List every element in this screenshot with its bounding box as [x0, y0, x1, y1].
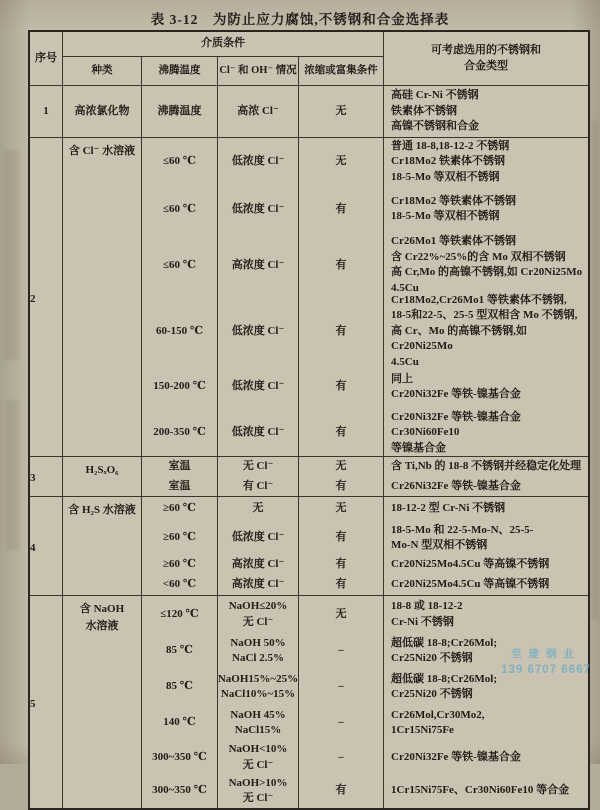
alloy-types-cell — [384, 364, 588, 410]
alloy-line: Cr20Ni32Fe 等铁-镍基合金 — [391, 750, 521, 763]
alloy-line: Cr18Mo2 等铁素体不锈钢 — [391, 194, 516, 207]
table-row — [30, 497, 588, 596]
concentration-condition: 无 — [299, 497, 384, 521]
cl-oh-line: NaCl10%~15% — [220, 688, 296, 700]
row-number: 3 — [30, 457, 63, 496]
header-medium-conditions: 介质条件 — [63, 32, 383, 57]
condition-entry — [142, 596, 588, 633]
condition-entry — [142, 555, 588, 575]
boiling-temp: 室温 — [142, 457, 218, 477]
cl-oh-line: NaCl 2.5% — [232, 652, 284, 664]
concentration-condition: 有 — [299, 364, 384, 410]
medium-type-line: 高浓氯化物 — [74, 104, 130, 117]
medium-type-line: H₂SₓO₆ — [85, 464, 119, 476]
row-entries — [142, 138, 588, 457]
header-boiling-temp: 沸腾温度 — [142, 57, 218, 85]
boiling-temp: 85 ℃ — [142, 633, 218, 669]
alloy-line: 1Cr15Ni75Fe、Cr30Ni60Fe10 等合金 — [391, 784, 570, 797]
row-number: 4 — [30, 497, 63, 595]
condition-entry — [142, 741, 588, 774]
condition-entry — [142, 633, 588, 669]
alloy-types-cell — [384, 187, 588, 233]
alloy-line: Mo-N 型双相不锈钢 — [391, 539, 488, 551]
header-concentration-condition: 浓缩或富集条件 — [304, 65, 378, 77]
cl-oh-condition: 低浓度 Cl⁻ — [218, 521, 299, 555]
concentration-condition: 无 — [299, 138, 384, 187]
header-type: 种类 — [63, 57, 142, 85]
alloy-line: Cr18Mo2 铁素体不锈钢 — [391, 155, 505, 168]
alloy-line: Cr20Ni32Fe 等铁-镍基合金 Cr30Ni60Fe10 — [391, 410, 521, 439]
header-alloy-types — [384, 32, 588, 85]
alloy-types-cell — [384, 575, 588, 595]
watermark-phone: 139 6707 6667 — [501, 664, 591, 676]
alloy-types-cell — [384, 633, 588, 669]
cl-oh-line: NaOH 50% — [230, 636, 286, 649]
bleed-through-artifact — [6, 400, 20, 550]
bleed-through-artifact — [4, 150, 20, 360]
concentration-condition: 有 — [299, 575, 384, 595]
header-subcolumns — [63, 57, 383, 85]
cl-oh-line: 无 Cl⁻ — [242, 758, 274, 771]
cl-oh-line: NaCl15% — [234, 724, 282, 736]
boiling-temp: 60-150 ℃ — [142, 298, 218, 364]
boiling-temp: ≤120 ℃ — [142, 596, 218, 633]
alloy-line: 高硅 Cr-Ni 不锈钢 — [391, 89, 479, 101]
cl-oh-line: NaOH≤20% — [228, 600, 288, 612]
cl-oh-line: NaOH>10% — [228, 776, 288, 789]
alloy-line: Cr25Ni20 不锈钢 — [391, 688, 473, 700]
row-entries — [142, 86, 588, 137]
cl-oh-line: NaOH<10% — [228, 743, 288, 755]
concentration-condition: 无 — [299, 596, 384, 633]
cl-oh-condition: 高浓度 Cl⁻ — [218, 575, 299, 595]
header-medium-conditions-group — [63, 32, 384, 85]
cl-oh-condition: 无 — [218, 497, 299, 521]
cl-oh-condition — [218, 741, 299, 774]
alloy-line: Cr18Mo2,Cr26Mo1 等铁素体不锈钢, — [391, 293, 567, 306]
cl-oh-condition — [218, 596, 299, 633]
boiling-temp: 300~350 ℃ — [142, 774, 218, 808]
header-serial-no: 序号 — [30, 32, 63, 85]
cl-oh-condition: 高浓 Cl⁻ — [218, 86, 299, 137]
alloy-line: 高镍不锈钢和合金 — [391, 120, 479, 132]
cl-oh-condition — [218, 705, 299, 741]
boiling-temp: 沸腾温度 — [142, 86, 218, 137]
cl-oh-condition: 低浓度 Cl⁻ — [218, 364, 299, 410]
alloy-types-cell — [384, 86, 588, 137]
row-number: 2 — [30, 138, 63, 457]
row-entries — [142, 596, 588, 808]
medium-type — [63, 497, 142, 595]
alloy-line: 18-5和22-5、25-5 型双相含 Mo 不锈钢, — [391, 309, 578, 322]
boiling-temp: 150-200 ℃ — [142, 364, 218, 410]
boiling-temp: 85 ℃ — [142, 669, 218, 705]
boiling-temp: ≤60 ℃ — [142, 232, 218, 298]
alloy-line: 18-5-Mo 和 22-5-Mo-N、25-5- — [391, 523, 534, 536]
condition-entry — [142, 669, 588, 705]
alloy-line: 铁素体不锈钢 — [391, 104, 457, 117]
alloy-types-cell — [384, 555, 588, 575]
cl-oh-condition: 低浓度 Cl⁻ — [218, 187, 299, 233]
alloy-types-cell — [384, 669, 588, 705]
alloy-line: Cr26Mo1 等铁素体不锈钢 — [391, 235, 516, 248]
alloy-line: 高 Cr、Mo 的高镍不锈钢,如 Cr20Ni25Mo — [391, 324, 527, 353]
alloy-types-cell — [384, 232, 588, 298]
concentration-condition: – — [299, 741, 384, 774]
boiling-temp: ≥60 ℃ — [142, 521, 218, 555]
table-row — [30, 138, 588, 458]
condition-entry — [142, 477, 588, 497]
header-alloy-types-line2: 合金类型 — [464, 59, 508, 72]
condition-entry — [142, 138, 588, 187]
concentration-condition: 有 — [299, 410, 384, 456]
medium-type-line: 水溶液 — [85, 620, 119, 632]
condition-entry — [142, 364, 588, 410]
alloy-types-cell — [384, 497, 588, 521]
cl-oh-condition: 高浓度 Cl⁻ — [218, 232, 299, 298]
concentration-condition: 有 — [299, 477, 384, 497]
alloy-line: Cr20Ni32Fe 等铁-镍基合金 — [391, 388, 521, 401]
cl-oh-condition — [218, 774, 299, 808]
alloy-types-cell — [384, 741, 588, 774]
row-number: 5 — [30, 596, 63, 808]
condition-entry — [142, 457, 588, 477]
alloy-line: 超低碳 18-8;Cr26Mol; — [391, 672, 498, 685]
medium-type — [63, 457, 142, 496]
row-entries — [142, 457, 588, 496]
alloy-line: 含 Ti,Nb 的 18-8 不锈钢并经稳定化处理 — [391, 460, 582, 472]
boiling-temp: ≥60 ℃ — [142, 555, 218, 575]
boiling-temp: 200-350 ℃ — [142, 410, 218, 456]
alloy-line: Cr20Ni25Mo4.5Cu 等高镍不锈钢 — [391, 578, 550, 591]
selection-table — [28, 30, 590, 810]
alloy-types-cell — [384, 596, 588, 633]
bleed-through-artifact — [590, 120, 598, 620]
table-header — [30, 32, 588, 86]
condition-entry — [142, 497, 588, 521]
medium-type — [63, 86, 142, 137]
medium-type-line: 含 NaOH — [79, 603, 125, 615]
alloy-line: Cr-Ni 不锈钢 — [391, 615, 454, 628]
alloy-line: Cr26Mol,Cr30Mo2, — [391, 708, 485, 721]
concentration-condition: – — [299, 705, 384, 741]
cl-oh-condition: 无 Cl⁻ — [218, 457, 299, 477]
table-row — [30, 596, 588, 808]
cl-oh-line: NaOH 45% — [230, 708, 286, 721]
boiling-temp: ≤60 ℃ — [142, 138, 218, 187]
alloy-line: 等镍基合金 — [391, 441, 446, 454]
condition-entry — [142, 774, 588, 808]
row-number: 1 — [30, 86, 63, 137]
alloy-types-cell — [384, 705, 588, 741]
boiling-temp: 300~350 ℃ — [142, 741, 218, 774]
concentration-condition: 有 — [299, 298, 384, 364]
boiling-temp: <60 ℃ — [142, 575, 218, 595]
boiling-temp: ≥60 ℃ — [142, 497, 218, 521]
cl-oh-condition: 低浓度 Cl⁻ — [218, 410, 299, 456]
medium-type — [63, 596, 142, 808]
alloy-line: 18-5-Mo 等双相不锈钢 — [391, 210, 500, 223]
cl-oh-line: 无 Cl⁻ — [242, 792, 274, 804]
medium-type-line: 含 H₂S 水溶液 — [68, 504, 136, 516]
cl-oh-line: 无 Cl⁻ — [242, 615, 274, 628]
medium-type — [63, 138, 142, 457]
alloy-line: 18-12-2 型 Cr-Ni 不锈钢 — [391, 502, 506, 515]
concentration-condition: – — [299, 669, 384, 705]
boiling-temp: 140 ℃ — [142, 705, 218, 741]
medium-type-line: 含 Cl⁻ 水溶液 — [68, 144, 136, 157]
cl-oh-condition: 高浓度 Cl⁻ — [218, 555, 299, 575]
header-alloy-types-line1: 可考虑选用的不锈钢和 — [431, 44, 541, 56]
concentration-condition: 无 — [299, 86, 384, 137]
watermark-company: 至建钢业 — [511, 648, 581, 660]
cl-oh-condition: 有 Cl⁻ — [218, 477, 299, 497]
row-entries — [142, 497, 588, 595]
cl-oh-condition — [218, 633, 299, 669]
alloy-line: 同上 — [391, 372, 413, 385]
table-title: 表 3-12 为防止应力腐蚀,不锈钢和合金选择表 — [150, 12, 450, 27]
boiling-temp: ≤60 ℃ — [142, 187, 218, 233]
alloy-types-cell — [384, 410, 588, 456]
concentration-condition: 有 — [299, 187, 384, 233]
alloy-types-cell — [384, 477, 588, 497]
concentration-condition: – — [299, 633, 384, 669]
cl-oh-condition: 低浓度 Cl⁻ — [218, 298, 299, 364]
alloy-line: 高 Cr,Mo 的高镍不锈钢,如 Cr20Ni25Mo — [391, 266, 583, 279]
alloy-line: 18-5-Mo 等双相不锈钢 — [391, 170, 500, 183]
alloy-line: Cr25Ni20 不锈钢 — [391, 652, 473, 664]
condition-entry — [142, 410, 588, 456]
alloy-line: Cr20Ni25Mo4.5Cu 等高镍不锈钢 — [391, 558, 550, 571]
header-cl-oh-condition: Cl⁻ 和 OH⁻ 情况 — [218, 57, 299, 85]
alloy-types-cell — [384, 774, 588, 808]
alloy-line: 含 Cr22%~25%的含 Mo 双相不锈钢 — [391, 250, 566, 263]
cl-oh-condition — [218, 669, 299, 705]
condition-entry — [142, 705, 588, 741]
condition-entry — [142, 232, 588, 298]
alloy-line: 1Cr15Ni75Fe — [391, 724, 454, 736]
alloy-types-cell — [384, 138, 588, 187]
alloy-line: Cr26Ni32Fe 等铁-镍基合金 — [391, 479, 521, 492]
boiling-temp: 室温 — [142, 477, 218, 497]
cl-oh-line: NaOH15%~25% — [217, 672, 299, 685]
condition-entry — [142, 293, 588, 368]
alloy-types-cell — [384, 293, 588, 368]
alloy-line: 4.5Cu — [391, 281, 419, 294]
table-row — [30, 86, 588, 138]
concentration-condition: 有 — [299, 555, 384, 575]
condition-entry — [142, 86, 588, 137]
condition-entry — [142, 187, 588, 233]
alloy-line: 普通 18-8,18-12-2 不锈钢 — [391, 139, 510, 152]
cl-oh-condition: 低浓度 Cl⁻ — [218, 138, 299, 187]
alloy-types-cell — [384, 521, 588, 555]
alloy-line: 18-8 或 18-12-2 — [391, 600, 463, 612]
concentration-condition: 有 — [299, 521, 384, 555]
alloy-line: 4.5Cu — [391, 355, 419, 368]
concentration-condition: 无 — [299, 457, 384, 477]
table-row — [30, 457, 588, 497]
condition-entry — [142, 521, 588, 555]
alloy-line: 超低碳 18-8;Cr26Mol; — [391, 636, 498, 649]
concentration-condition: 有 — [299, 232, 384, 298]
concentration-condition: 有 — [299, 774, 384, 808]
alloy-types-cell — [384, 457, 588, 477]
condition-entry — [142, 575, 588, 595]
